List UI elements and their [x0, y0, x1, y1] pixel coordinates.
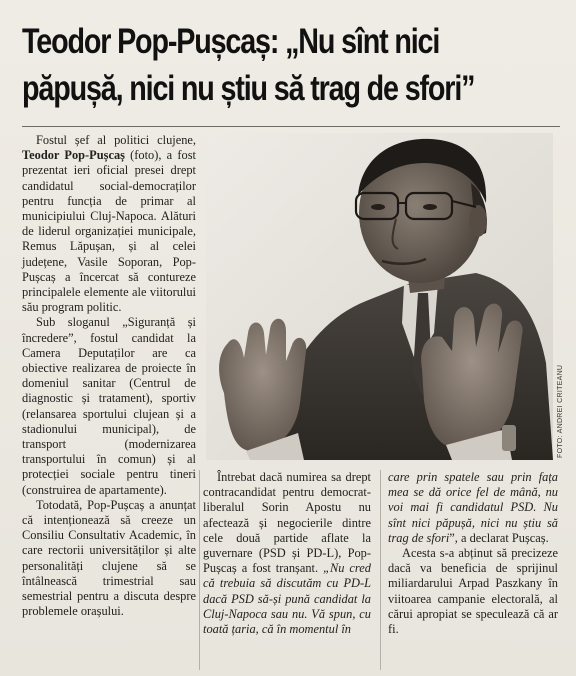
column-divider-2 [380, 470, 381, 670]
paragraph-sponsor: Acesta s-a abținut să precizeze dacă va beneficia de sprijinul miliardarului Arpad Paszkany în viitoarea campanie electorală, al cărui apropiat se speculează că ar fi. [388, 546, 558, 637]
paragraph-question [203, 470, 371, 637]
article-column-1 [22, 133, 196, 620]
paragraph-quote-end [388, 470, 558, 546]
intro-lead: Fostul șef al politici clujene, [36, 133, 196, 147]
headline-line-2: păpușă, nici nu știu să trag de sfori” [22, 69, 475, 108]
quote-attribution: ”, a declarat Pușcaș. [449, 530, 549, 545]
question-text: Întrebat dacă numirea sa drept contracandidat pentru democrat-liberalul Sorin Apostu nu afectează și negocierile dintre cele două partide aflate la guvernare (PSD și PD-L), Pop-Pușcaș a fost tranșant. [203, 470, 371, 576]
headline [22, 18, 475, 112]
photo-illustration [206, 133, 553, 460]
headline-line-1: Teodor Pop-Pușcaș: „Nu sînt nici [22, 22, 440, 61]
paragraph-program: Sub sloganul „Siguranță și încredere”, fostul candidat la Camera Deputaților are ca obiective realizarea de proiecte în domeniul sanitar (Centrul de diagnostic și tratament), sportiv (relansarea sportului clujean și a stadionului municipal), de transport (modernizarea transportului în comun) și al protecției sociale pentru tineri (construirea de apartamente). [22, 315, 196, 497]
article-column-2 [203, 470, 371, 637]
paragraph-council: Totodată, Pop-Pușcaș a anunțat că intenționează să creeze un Consiliu Consultativ Academic, în care rectorii universităților și alte personalități clujene să se întâlnească trimestrial sau semestrial pentru a discuta despre problemele orașului. [22, 497, 196, 619]
paragraph-intro [22, 133, 196, 315]
candidate-photo [206, 133, 553, 460]
quote-part-1: „Nu cred că trebuia să discutăm cu PD-L dacă PSD să-și pună candidat la Cluj-Napoca sau nu. Vă spun, cu toată țaria, că în momentul în [203, 561, 371, 637]
photo-credit: FOTO: ANDREI CRITEANU [557, 364, 564, 458]
article-column-3 [388, 470, 558, 637]
quote-part-2: care prin spatele sau prin fața mea se dă orice fel de mână, nu voi mai fi candidatul PSD. Nu sînt nici păpușă, nici nu știu să trag de sfori [388, 470, 558, 545]
candidate-name: Teodor Pop-Pușcaș [22, 148, 125, 163]
headline-divider [22, 126, 560, 127]
column-divider-1 [199, 470, 200, 670]
intro-rest: (foto), a fost prezentat ieri oficial presei drept candidatul social-democraților pentru funcția de primar al municipiului Cluj-Napoca. Alături de liderul organizației municipale, Remus Lăpușan, și al celei județene, Vasile Soporan, Pop-Pușcaș a încercat să contureze principalele elemente ale viitorului său program politic. [22, 148, 196, 315]
